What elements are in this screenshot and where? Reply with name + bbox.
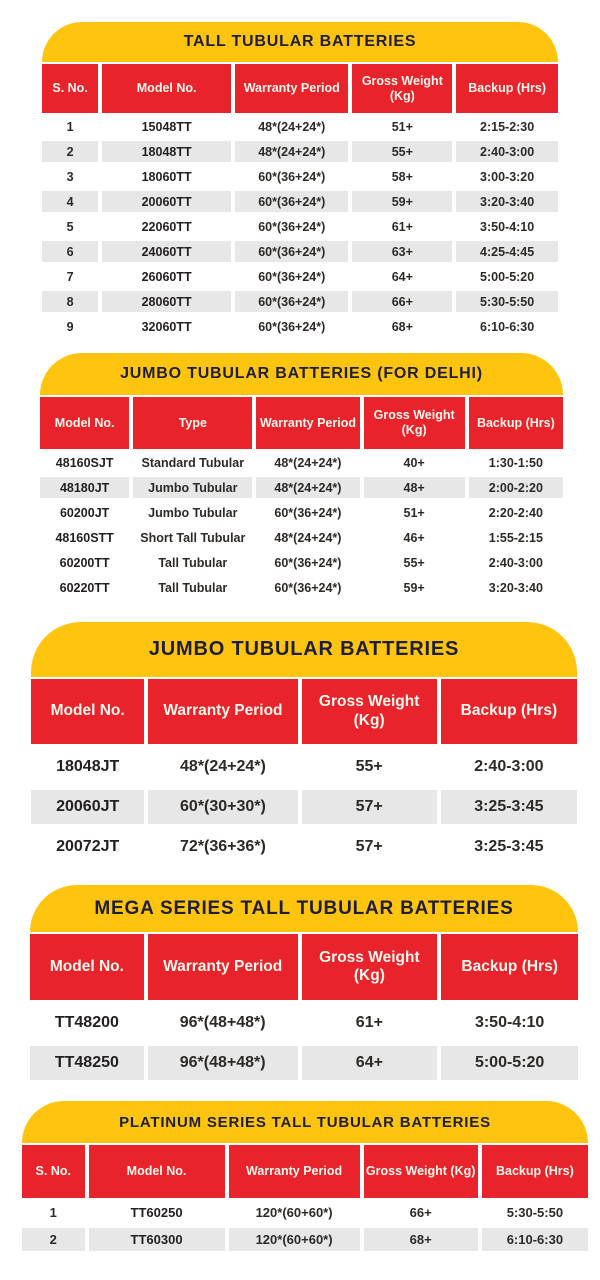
table-title-band (31, 622, 577, 677)
table-cell: 96*(48+48*) (148, 1046, 298, 1080)
table-cell: 3:20-3:40 (456, 191, 558, 212)
table-cell: 66+ (409, 1205, 432, 1220)
table-cell: 51+ (403, 505, 425, 520)
table-cell: 96*(48+48*) (179, 1014, 266, 1031)
table-cell: Jumbo Tubular (133, 477, 252, 498)
table-cell: 60*(36+24*) (258, 219, 326, 234)
table-cell: 68+ (391, 319, 413, 334)
table-cell: 3 (66, 169, 74, 184)
column-header: Warranty Period (235, 64, 348, 113)
model-cell: 48160SJT (55, 455, 114, 470)
table-cell: 6:10-6:30 (480, 319, 535, 334)
table-cell: 55+ (352, 141, 452, 162)
table-row (42, 166, 558, 187)
column-header: Backup (Hrs) (441, 934, 578, 1000)
table-row (40, 527, 563, 548)
table-cell: 40+ (403, 455, 425, 470)
table-cell: 55+ (403, 555, 425, 570)
table-cell: 1:30-1:50 (488, 455, 543, 470)
table-cell: 48*(24+24*) (235, 141, 348, 162)
table-cell: 60*(36+24*) (258, 269, 326, 284)
table-cell: 59+ (403, 580, 425, 595)
table-cell: 72*(36+36*) (180, 838, 266, 855)
column-header: Warranty Period (256, 397, 359, 449)
table-cell: 59+ (352, 191, 452, 212)
table-cell: 60*(36+24*) (274, 505, 342, 520)
model-cell: 60200TT (59, 555, 110, 570)
table-cell: Standard Tubular (141, 455, 245, 470)
table-row (42, 141, 558, 162)
table-cell: 3:25-3:45 (441, 790, 577, 824)
table-row (40, 452, 563, 473)
column-header: Backup (Hrs) (456, 64, 558, 113)
model-cell: TT48250 (30, 1046, 144, 1080)
column-header: Backup (Hrs) (482, 1145, 588, 1198)
table-cell: 61+ (355, 1014, 383, 1031)
table-cell: 68+ (364, 1228, 478, 1251)
table-cell: 63+ (352, 241, 452, 262)
table-cell: 48+ (364, 477, 465, 498)
table-platinum-series (22, 1101, 588, 1251)
table-cell: 60*(36+24*) (258, 169, 326, 184)
model-cell: 28060TT (102, 291, 231, 312)
table-cell: 5:00-5:20 (441, 1046, 578, 1080)
table-cell: 48*(24+24*) (258, 119, 326, 134)
table-mega-series (30, 885, 578, 1080)
table-title: JUMBO TUBULAR BATTERIES (FOR DELHI) (120, 365, 483, 382)
table-cell: 64+ (302, 1046, 438, 1080)
table-title: JUMBO TUBULAR BATTERIES (148, 638, 460, 660)
table-header-row (42, 64, 558, 113)
table-cell: 2:15-2:30 (480, 119, 535, 134)
table-cell: 8 (42, 291, 98, 312)
table-cell: 1 (49, 1205, 57, 1220)
table-cell: 60*(30+30*) (148, 790, 297, 824)
table-cell: 3:50-4:10 (480, 219, 535, 234)
model-cell: 22060TT (141, 219, 192, 234)
table-title-band (30, 885, 578, 932)
model-cell: 26060TT (141, 269, 192, 284)
table-cell: 5:00-5:20 (480, 269, 535, 284)
table-header-row (30, 934, 578, 1000)
model-cell: 48180JT (40, 477, 129, 498)
column-header: Model No. (89, 1145, 225, 1198)
table-row (40, 577, 563, 598)
column-header: Gross Weight (Kg) (364, 397, 465, 449)
table-cell: 2:40-3:00 (456, 141, 558, 162)
table-cell: 57+ (355, 838, 383, 855)
table-header-row (31, 679, 577, 744)
table-cell: 64+ (391, 269, 413, 284)
column-header: Gross Weight (Kg) (302, 934, 438, 1000)
table-row (31, 750, 577, 784)
column-header: Backup (Hrs) (441, 679, 577, 744)
table-cell: 58+ (391, 169, 413, 184)
table-cell: 48*(24+24*) (274, 530, 342, 545)
table-cell: 6 (42, 241, 98, 262)
table-cell: Tall Tubular (158, 580, 228, 595)
model-cell: 60220TT (59, 580, 110, 595)
table-jumbo-tubular-delhi (40, 353, 563, 598)
model-cell: 18048TT (102, 141, 231, 162)
column-header: Warranty Period (148, 934, 298, 1000)
model-cell: 18060TT (141, 169, 192, 184)
table-cell: 1:55-2:15 (488, 530, 543, 545)
table-cell: 55+ (355, 758, 383, 775)
column-header: Model No. (30, 934, 144, 1000)
table-cell: 2 (42, 141, 98, 162)
table-cell: 5 (66, 219, 74, 234)
table-header-row (22, 1145, 588, 1198)
column-header: Gross Weight (Kg) (364, 1145, 478, 1198)
table-row (31, 830, 577, 864)
table-cell: 46+ (403, 530, 425, 545)
table-cell: 48*(24+24*) (180, 758, 266, 775)
model-cell: 20072JT (56, 838, 120, 855)
model-cell: 15048TT (141, 119, 192, 134)
table-header-row (40, 397, 563, 449)
table-body (40, 452, 563, 598)
table-title-band (40, 353, 563, 395)
model-cell: TT48200 (54, 1014, 119, 1031)
table-tall-tubular (42, 22, 558, 337)
table-cell: 57+ (302, 790, 437, 824)
table-row (42, 266, 558, 287)
table-row (30, 1006, 578, 1040)
column-header: Model No. (102, 64, 231, 113)
table-cell: 3:00-3:20 (480, 169, 535, 184)
table-cell: 48*(24+24*) (274, 455, 342, 470)
table-row (42, 191, 558, 212)
table-cell: 3:25-3:45 (474, 838, 544, 855)
table-cell: 4:25-4:45 (456, 241, 558, 262)
table-row (31, 790, 577, 824)
table-cell: Jumbo Tubular (148, 505, 238, 520)
table-cell: 4 (42, 191, 98, 212)
table-cell: 2:00-2:20 (469, 477, 563, 498)
table-cell: 51+ (391, 119, 413, 134)
table-cell: 60*(36+24*) (235, 191, 348, 212)
table-cell: 7 (66, 269, 74, 284)
table-cell: 2:40-3:00 (474, 758, 544, 775)
table-cell: 2 (22, 1228, 85, 1251)
column-header: Model No. (31, 679, 144, 744)
table-row (42, 291, 558, 312)
model-cell: 24060TT (102, 241, 231, 262)
table-cell: 3:20-3:40 (488, 580, 543, 595)
table-cell: 120*(60+60*) (255, 1205, 333, 1220)
table-title: MEGA SERIES TALL TUBULAR BATTERIES (94, 897, 514, 919)
table-cell: 9 (66, 319, 74, 334)
table-cell: 120*(60+60*) (229, 1228, 360, 1251)
table-cell: 60*(36+24*) (258, 319, 326, 334)
column-header: Gross Weight (Kg) (302, 679, 437, 744)
model-cell: 32060TT (141, 319, 192, 334)
column-header: Warranty Period (148, 679, 297, 744)
table-title-band (42, 22, 558, 62)
table-body (31, 750, 577, 864)
table-cell: 6:10-6:30 (482, 1228, 588, 1251)
table-cell: Tall Tubular (158, 555, 228, 570)
table-body (30, 1006, 578, 1080)
table-cell: Short Tall Tubular (140, 530, 246, 545)
table-row (40, 477, 563, 498)
table-body (22, 1201, 588, 1251)
model-cell: 20060TT (102, 191, 231, 212)
table-row (42, 241, 558, 262)
column-header: S. No. (22, 1145, 85, 1198)
table-cell: 60*(36+24*) (274, 580, 342, 595)
table-cell: 60*(36+24*) (235, 241, 348, 262)
table-cell: 2:20-2:40 (488, 505, 543, 520)
table-row (40, 502, 563, 523)
table-cell: 5:30-5:50 (456, 291, 558, 312)
table-body (42, 116, 558, 337)
table-row (30, 1046, 578, 1080)
table-cell: 60*(36+24*) (274, 555, 342, 570)
table-cell: 61+ (391, 219, 413, 234)
table-row (40, 552, 563, 573)
table-cell: 2:40-3:00 (488, 555, 543, 570)
table-row (22, 1201, 588, 1224)
model-cell: 20060JT (31, 790, 144, 824)
model-cell: 18048JT (56, 758, 120, 775)
table-title: PLATINUM SERIES TALL TUBULAR BATTERIES (119, 1113, 491, 1131)
table-row (42, 216, 558, 237)
model-cell: 48160STT (55, 530, 114, 545)
column-header: Model No. (40, 397, 129, 449)
table-row (42, 316, 558, 337)
column-header: Warranty Period (229, 1145, 360, 1198)
model-cell: TT60300 (89, 1228, 225, 1251)
column-header: S. No. (42, 64, 98, 113)
table-title: TALL TUBULAR BATTERIES (183, 33, 417, 50)
model-cell: 60200JT (59, 505, 110, 520)
column-header: Gross Weight (Kg) (352, 64, 452, 113)
table-title-band (22, 1101, 588, 1143)
table-cell: 60*(36+24*) (235, 291, 348, 312)
table-cell: 48*(24+24*) (256, 477, 359, 498)
column-header: Backup (Hrs) (469, 397, 563, 449)
model-cell: TT60250 (130, 1205, 183, 1220)
table-cell: 5:30-5:50 (506, 1205, 564, 1220)
table-cell: 3:50-4:10 (474, 1014, 545, 1031)
column-header: Type (133, 397, 252, 449)
table-cell: 1 (66, 119, 74, 134)
table-jumbo-tubular (31, 622, 577, 864)
table-cell: 66+ (352, 291, 452, 312)
table-row (22, 1228, 588, 1251)
table-row (42, 116, 558, 137)
